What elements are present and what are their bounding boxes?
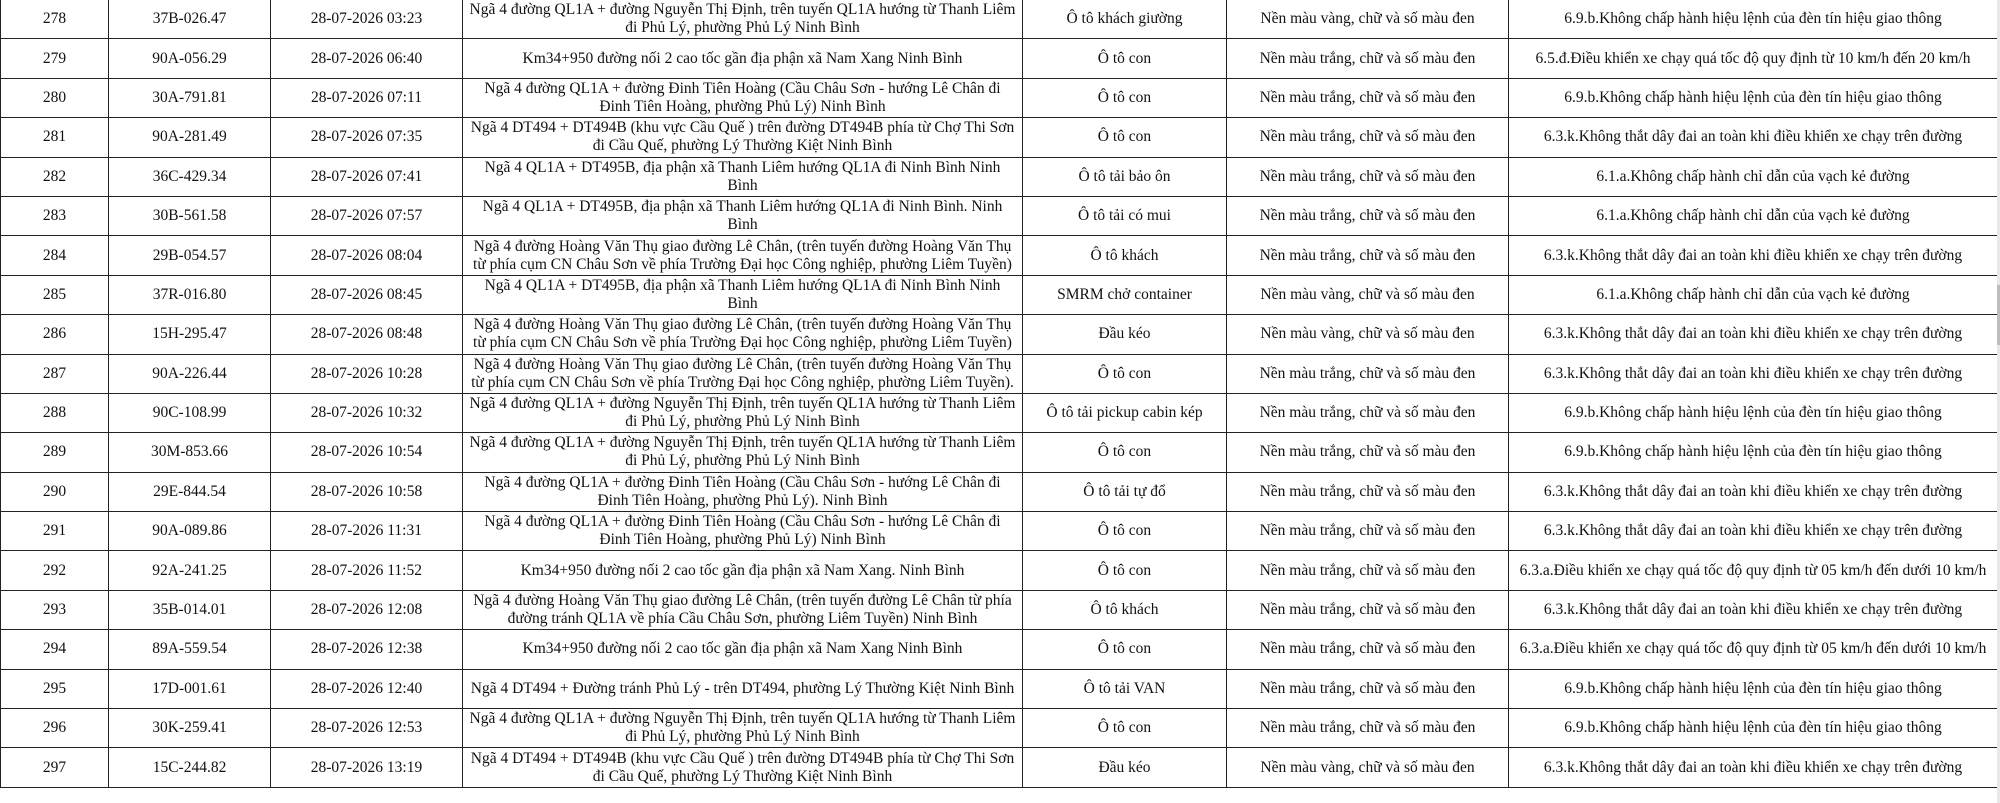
violation-time-cell: 28-07-2026 12:53 [271, 709, 463, 748]
violation-cell: 6.3.k.Không thắt dây đai an toàn khi điều khiển xe chạy trên đường [1509, 315, 1998, 354]
row-number-cell: 292 [1, 551, 109, 590]
violation-cell: 6.1.a.Không chấp hành chỉ dẫn của vạch kẻ đường [1509, 196, 1998, 235]
location-cell: Ngã 4 đường Hoàng Văn Thụ giao đường Lê Chân, (trên tuyến đường Hoàng Văn Thụ từ phía cụm CN Châu Sơn về phía Trường Đại học Công nghiệp, phường Liêm Tuyền) [463, 236, 1023, 275]
row-number-cell: 288 [1, 393, 109, 432]
violation-time-cell: 28-07-2026 10:32 [271, 393, 463, 432]
violation-cell: 6.5.đ.Điều khiển xe chạy quá tốc độ quy định từ 10 km/h đến 20 km/h [1509, 39, 1998, 78]
table-row [1, 630, 1998, 669]
location-cell: Ngã 4 DT494 + DT494B (khu vực Cầu Quế ) trên đường DT494B phía từ Chợ Thi Sơn đi Cầu Quế, phường Lý Thường Kiệt Ninh Bình [463, 748, 1023, 787]
violation-cell: 6.9.b.Không chấp hành hiệu lệnh của đèn tín hiệu giao thông [1509, 669, 1998, 708]
violation-time-cell: 28-07-2026 12:38 [271, 630, 463, 669]
plate-color-cell: Nền màu trắng, chữ và số màu đen [1227, 118, 1509, 157]
table-row [1, 669, 1998, 708]
table-row [1, 196, 1998, 235]
location-cell: Ngã 4 QL1A + DT495B, địa phận xã Thanh Liêm hướng QL1A đi Ninh Bình Ninh Bình [463, 275, 1023, 314]
plate-color-cell: Nền màu trắng, chữ và số màu đen [1227, 709, 1509, 748]
license-plate-cell: 30K-259.41 [109, 709, 271, 748]
table-row [1, 393, 1998, 432]
plate-color-cell: Nền màu trắng, chữ và số màu đen [1227, 630, 1509, 669]
vehicle-type-cell: Đầu kéo [1023, 748, 1227, 787]
row-number-cell: 278 [1, 0, 109, 39]
violation-time-cell: 28-07-2026 08:45 [271, 275, 463, 314]
violation-time-cell: 28-07-2026 12:40 [271, 669, 463, 708]
violation-time-cell: 28-07-2026 07:57 [271, 196, 463, 235]
vehicle-type-cell: Ô tô tải bảo ôn [1023, 157, 1227, 196]
license-plate-cell: 30A-791.81 [109, 78, 271, 117]
violation-cell: 6.3.a.Điều khiển xe chạy quá tốc độ quy định từ 05 km/h đến dưới 10 km/h [1509, 630, 1998, 669]
table-row [1, 157, 1998, 196]
plate-color-cell: Nền màu trắng, chữ và số màu đen [1227, 196, 1509, 235]
vehicle-type-cell: Ô tô khách [1023, 590, 1227, 629]
table-row [1, 590, 1998, 629]
vehicle-type-cell: SMRM chở container [1023, 275, 1227, 314]
license-plate-cell: 17D-001.61 [109, 669, 271, 708]
plate-color-cell: Nền màu trắng, chữ và số màu đen [1227, 590, 1509, 629]
location-cell: Ngã 4 QL1A + DT495B, địa phận xã Thanh Liêm hướng QL1A đi Ninh Bình Ninh Bình [463, 157, 1023, 196]
location-cell: Ngã 4 đường Hoàng Văn Thụ giao đường Lê Chân, (trên tuyến đường Lê Chân từ phía đường tránh QL1A về phía Cầu Châu Sơn, phường Liêm Tuyền) Ninh Bình [463, 590, 1023, 629]
row-number-cell: 286 [1, 315, 109, 354]
plate-color-cell: Nền màu vàng, chữ và số màu đen [1227, 315, 1509, 354]
violation-time-cell: 28-07-2026 10:28 [271, 354, 463, 393]
plate-color-cell: Nền màu trắng, chữ và số màu đen [1227, 512, 1509, 551]
violation-cell: 6.9.b.Không chấp hành hiệu lệnh của đèn tín hiệu giao thông [1509, 433, 1998, 472]
vehicle-type-cell: Ô tô tải pickup cabin kép [1023, 393, 1227, 432]
table-row [1, 118, 1998, 157]
license-plate-cell: 90A-226.44 [109, 354, 271, 393]
location-cell: Km34+950 đường nối 2 cao tốc gần địa phận xã Nam Xang. Ninh Bình [463, 551, 1023, 590]
plate-color-cell: Nền màu vàng, chữ và số màu đen [1227, 748, 1509, 787]
plate-color-cell: Nền màu trắng, chữ và số màu đen [1227, 551, 1509, 590]
table-row [1, 472, 1998, 511]
row-number-cell: 281 [1, 118, 109, 157]
location-cell: Ngã 4 đường Hoàng Văn Thụ giao đường Lê Chân, (trên tuyến đường Hoàng Văn Thụ từ phía cụm CN Châu Sơn về phía Trường Đại học Công nghiệp, phường Liêm Tuyền) [463, 315, 1023, 354]
vehicle-type-cell: Ô tô con [1023, 118, 1227, 157]
vehicle-type-cell: Đầu kéo [1023, 315, 1227, 354]
license-plate-cell: 29B-054.57 [109, 236, 271, 275]
violation-cell: 6.3.k.Không thắt dây đai an toàn khi điều khiển xe chạy trên đường [1509, 472, 1998, 511]
violation-cell: 6.3.k.Không thắt dây đai an toàn khi điều khiển xe chạy trên đường [1509, 748, 1998, 787]
plate-color-cell: Nền màu trắng, chữ và số màu đen [1227, 669, 1509, 708]
license-plate-cell: 36C-429.34 [109, 157, 271, 196]
plate-color-cell: Nền màu vàng, chữ và số màu đen [1227, 275, 1509, 314]
violation-cell: 6.1.a.Không chấp hành chỉ dẫn của vạch kẻ đường [1509, 157, 1998, 196]
row-number-cell: 294 [1, 630, 109, 669]
license-plate-cell: 30M-853.66 [109, 433, 271, 472]
license-plate-cell: 90A-281.49 [109, 118, 271, 157]
vehicle-type-cell: Ô tô khách [1023, 236, 1227, 275]
license-plate-cell: 29E-844.54 [109, 472, 271, 511]
vehicle-type-cell: Ô tô con [1023, 512, 1227, 551]
location-cell: Km34+950 đường nối 2 cao tốc gần địa phận xã Nam Xang Ninh Bình [463, 630, 1023, 669]
row-number-cell: 287 [1, 354, 109, 393]
row-number-cell: 297 [1, 748, 109, 787]
license-plate-cell: 30B-561.58 [109, 196, 271, 235]
violation-cell: 6.1.a.Không chấp hành chỉ dẫn của vạch kẻ đường [1509, 275, 1998, 314]
row-number-cell: 283 [1, 196, 109, 235]
plate-color-cell: Nền màu trắng, chữ và số màu đen [1227, 393, 1509, 432]
table-row [1, 433, 1998, 472]
vehicle-type-cell: Ô tô con [1023, 551, 1227, 590]
row-number-cell: 296 [1, 709, 109, 748]
vehicle-type-cell: Ô tô khách giường [1023, 0, 1227, 39]
violation-time-cell: 28-07-2026 13:19 [271, 748, 463, 787]
violation-time-cell: 28-07-2026 03:23 [271, 0, 463, 39]
row-number-cell: 295 [1, 669, 109, 708]
violation-cell: 6.3.k.Không thắt dây đai an toàn khi điều khiển xe chạy trên đường [1509, 236, 1998, 275]
table-row [1, 315, 1998, 354]
plate-color-cell: Nền màu trắng, chữ và số màu đen [1227, 472, 1509, 511]
violation-time-cell: 28-07-2026 11:31 [271, 512, 463, 551]
license-plate-cell: 90A-089.86 [109, 512, 271, 551]
license-plate-cell: 92A-241.25 [109, 551, 271, 590]
location-cell: Ngã 4 QL1A + DT495B, địa phận xã Thanh Liêm hướng QL1A đi Ninh Bình. Ninh Bình [463, 196, 1023, 235]
license-plate-cell: 90A-056.29 [109, 39, 271, 78]
row-number-cell: 291 [1, 512, 109, 551]
table-row [1, 551, 1998, 590]
violation-time-cell: 28-07-2026 11:52 [271, 551, 463, 590]
table-row [1, 236, 1998, 275]
license-plate-cell: 90C-108.99 [109, 393, 271, 432]
violation-time-cell: 28-07-2026 12:08 [271, 590, 463, 629]
license-plate-cell: 15H-295.47 [109, 315, 271, 354]
location-cell: Km34+950 đường nối 2 cao tốc gần địa phận xã Nam Xang Ninh Bình [463, 39, 1023, 78]
location-cell: Ngã 4 đường QL1A + đường Nguyễn Thị Định, trên tuyến QL1A hướng từ Thanh Liêm đi Phủ Lý, phường Phủ Lý Ninh Bình [463, 709, 1023, 748]
row-number-cell: 293 [1, 590, 109, 629]
row-number-cell: 284 [1, 236, 109, 275]
vehicle-type-cell: Ô tô tải VAN [1023, 669, 1227, 708]
license-plate-cell: 37R-016.80 [109, 275, 271, 314]
license-plate-cell: 89A-559.54 [109, 630, 271, 669]
vehicle-type-cell: Ô tô con [1023, 39, 1227, 78]
location-cell: Ngã 4 đường Hoàng Văn Thụ giao đường Lê Chân, (trên tuyến đường Hoàng Văn Thụ từ phía cụm CN Châu Sơn về phía Trường Đại học Công nghiệp, phường Liêm Tuyền). [463, 354, 1023, 393]
location-cell: Ngã 4 DT494 + DT494B (khu vực Cầu Quế ) trên đường DT494B phía từ Chợ Thi Sơn đi Cầu Quế, phường Lý Thường Kiệt Ninh Bình [463, 118, 1023, 157]
license-plate-cell: 37B-026.47 [109, 0, 271, 39]
plate-color-cell: Nền màu trắng, chữ và số màu đen [1227, 157, 1509, 196]
violation-cell: 6.3.k.Không thắt dây đai an toàn khi điều khiển xe chạy trên đường [1509, 512, 1998, 551]
plate-color-cell: Nền màu trắng, chữ và số màu đen [1227, 236, 1509, 275]
violation-cell: 6.9.b.Không chấp hành hiệu lệnh của đèn tín hiệu giao thông [1509, 78, 1998, 117]
location-cell: Ngã 4 đường QL1A + đường Đinh Tiên Hoàng (Cầu Châu Sơn - hướng Lê Chân đi Đinh Tiên Hoàng, phường Phủ Lý) Ninh Bình [463, 78, 1023, 117]
violation-time-cell: 28-07-2026 07:35 [271, 118, 463, 157]
location-cell: Ngã 4 DT494 + Đường tránh Phủ Lý - trên DT494, phường Lý Thường Kiệt Ninh Bình [463, 669, 1023, 708]
plate-color-cell: Nền màu trắng, chữ và số màu đen [1227, 354, 1509, 393]
table-row [1, 78, 1998, 117]
plate-color-cell: Nền màu vàng, chữ và số màu đen [1227, 0, 1509, 39]
row-number-cell: 290 [1, 472, 109, 511]
location-cell: Ngã 4 đường QL1A + đường Nguyễn Thị Định, trên tuyến QL1A hướng từ Thanh Liêm đi Phủ Lý, phường Phủ Lý Ninh Bình [463, 433, 1023, 472]
violation-cell: 6.9.b.Không chấp hành hiệu lệnh của đèn tín hiệu giao thông [1509, 0, 1998, 39]
violation-time-cell: 28-07-2026 06:40 [271, 39, 463, 78]
row-number-cell: 279 [1, 39, 109, 78]
violation-time-cell: 28-07-2026 08:04 [271, 236, 463, 275]
vehicle-type-cell: Ô tô con [1023, 630, 1227, 669]
table-row [1, 709, 1998, 748]
location-cell: Ngã 4 đường QL1A + đường Nguyễn Thị Định, trên tuyến QL1A hướng từ Thanh Liêm đi Phủ Lý, phường Phủ Lý Ninh Bình [463, 393, 1023, 432]
vehicle-type-cell: Ô tô con [1023, 354, 1227, 393]
table-row [1, 354, 1998, 393]
row-number-cell: 289 [1, 433, 109, 472]
violation-cell: 6.3.a.Điều khiển xe chạy quá tốc độ quy định từ 05 km/h đến dưới 10 km/h [1509, 551, 1998, 590]
vehicle-type-cell: Ô tô con [1023, 709, 1227, 748]
location-cell: Ngã 4 đường QL1A + đường Đinh Tiên Hoàng (Cầu Châu Sơn - hướng Lê Chân đi Đinh Tiên Hoàng, phường Phủ Lý) Ninh Bình [463, 512, 1023, 551]
license-plate-cell: 15C-244.82 [109, 748, 271, 787]
plate-color-cell: Nền màu trắng, chữ và số màu đen [1227, 39, 1509, 78]
violation-time-cell: 28-07-2026 07:11 [271, 78, 463, 117]
table-row [1, 512, 1998, 551]
table-row [1, 39, 1998, 78]
table-row [1, 0, 1998, 39]
violation-cell: 6.3.k.Không thắt dây đai an toàn khi điều khiển xe chạy trên đường [1509, 354, 1998, 393]
violation-time-cell: 28-07-2026 08:48 [271, 315, 463, 354]
table-row [1, 275, 1998, 314]
violations-table-body [1, 0, 1998, 787]
violation-cell: 6.9.b.Không chấp hành hiệu lệnh của đèn tín hiệu giao thông [1509, 709, 1998, 748]
violation-time-cell: 28-07-2026 10:54 [271, 433, 463, 472]
row-number-cell: 280 [1, 78, 109, 117]
plate-color-cell: Nền màu trắng, chữ và số màu đen [1227, 433, 1509, 472]
violation-time-cell: 28-07-2026 10:58 [271, 472, 463, 511]
vehicle-type-cell: Ô tô tải có mui [1023, 196, 1227, 235]
location-cell: Ngã 4 đường QL1A + đường Nguyễn Thị Định, trên tuyến QL1A hướng từ Thanh Liêm đi Phủ Lý, phường Phủ Lý Ninh Bình [463, 0, 1023, 39]
row-number-cell: 282 [1, 157, 109, 196]
violation-time-cell: 28-07-2026 07:41 [271, 157, 463, 196]
vehicle-type-cell: Ô tô tải tự đổ [1023, 472, 1227, 511]
violation-cell: 6.3.k.Không thắt dây đai an toàn khi điều khiển xe chạy trên đường [1509, 118, 1998, 157]
table-row [1, 748, 1998, 787]
violation-cell: 6.9.b.Không chấp hành hiệu lệnh của đèn tín hiệu giao thông [1509, 393, 1998, 432]
row-number-cell: 285 [1, 275, 109, 314]
license-plate-cell: 35B-014.01 [109, 590, 271, 629]
location-cell: Ngã 4 đường QL1A + đường Đinh Tiên Hoàng (Cầu Châu Sơn - hướng Lê Chân đi Đinh Tiên Hoàng, phường Phủ Lý). Ninh Bình [463, 472, 1023, 511]
vehicle-type-cell: Ô tô con [1023, 78, 1227, 117]
violation-cell: 6.3.k.Không thắt dây đai an toàn khi điều khiển xe chạy trên đường [1509, 590, 1998, 629]
vehicle-type-cell: Ô tô con [1023, 433, 1227, 472]
plate-color-cell: Nền màu trắng, chữ và số màu đen [1227, 78, 1509, 117]
